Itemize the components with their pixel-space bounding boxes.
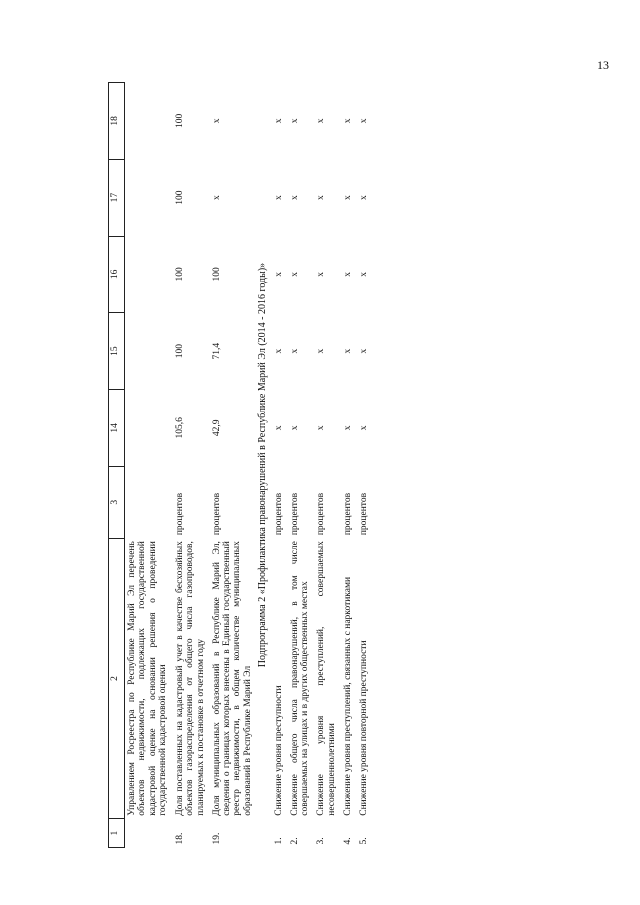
row-value-17: х	[211, 195, 222, 201]
table-row-continuation	[125, 83, 173, 848]
row-number: 4.	[342, 837, 353, 845]
row-number: 1.	[273, 837, 284, 845]
row-value-18: х	[359, 118, 370, 124]
row-value-18: х	[316, 118, 327, 124]
row-name: Управлением Росреестра по Республике Марий Эл перечень объектов недвижимости, подлежащих государственной кадастровой оценке на основании решения о проведении государственной кадастровой оценки	[127, 541, 168, 816]
header-cell: 3	[109, 466, 125, 538]
row-unit: процентов	[289, 492, 300, 536]
rotated-table-container	[108, 82, 544, 848]
row-value-14: х	[273, 425, 284, 431]
row-unit: процентов	[316, 492, 327, 536]
row-value-14: 105,6	[175, 417, 185, 439]
header-cell: 18	[109, 83, 125, 160]
header-cell: 16	[109, 236, 125, 313]
row-value-18: х	[289, 118, 300, 124]
row-name: Снижение уровня преступлений, совершаемых несовершеннолетними	[316, 541, 337, 816]
row-value-15: 71,4	[211, 342, 222, 360]
row-value	[125, 83, 173, 160]
row-value	[125, 236, 173, 313]
row-value-14: 42,9	[211, 419, 222, 437]
row-unit: процентов	[175, 492, 185, 536]
indicators-table	[108, 82, 372, 848]
row-number: 19.	[211, 832, 222, 845]
header-cell: 14	[109, 389, 125, 466]
table-row	[271, 83, 287, 848]
row-value-15: 100	[175, 344, 185, 359]
row-value-16: 100	[175, 267, 185, 282]
row-value-17: х	[273, 195, 284, 201]
table-header-row	[109, 83, 125, 848]
row-value-14: х	[289, 425, 300, 431]
row-value-17: х	[289, 195, 300, 201]
table-row	[287, 83, 314, 848]
row-value-15: х	[273, 348, 284, 354]
row-value-16: х	[359, 272, 370, 277]
row-value-15: х	[342, 348, 353, 354]
row-value-17: х	[342, 195, 353, 201]
row-unit: процентов	[342, 492, 353, 536]
header-cell: 1	[109, 819, 125, 848]
row-value-18: х	[273, 118, 284, 124]
row-value-14: х	[342, 425, 353, 431]
header-cell: 15	[109, 313, 125, 390]
page-number: 13	[597, 58, 609, 72]
row-value-16: х	[316, 272, 327, 277]
row-value-16: х	[342, 272, 353, 277]
row-value	[125, 313, 173, 390]
row-number	[125, 819, 173, 848]
table-row	[172, 83, 209, 848]
table-row	[356, 83, 372, 848]
row-value-17: х	[359, 195, 370, 201]
row-value-16: х	[289, 272, 300, 277]
row-value-16: х	[273, 272, 284, 277]
row-value-17: х	[316, 195, 327, 201]
header-cell: 17	[109, 159, 125, 236]
table-row	[209, 83, 256, 848]
row-name: Снижение общего числа правонарушений, в том числе совершаемых на улицах и в других общественных местах	[289, 541, 311, 816]
table-row	[313, 83, 340, 848]
row-value-18: х	[342, 118, 353, 124]
row-value-15: х	[289, 348, 300, 354]
row-value	[125, 389, 173, 466]
row-value-14: х	[359, 425, 370, 431]
row-number: 3.	[316, 837, 327, 845]
row-name: Доля муниципальных образований в Республике Марий Эл, сведения о границах которых внесены в Единый государственный реестр недвижимости, в общем количестве муниципальных образований в Республике Марий Эл	[211, 541, 253, 816]
row-value-15: х	[316, 348, 327, 354]
row-name: Снижение уровня преступлений, связанных с наркотиками	[342, 576, 353, 816]
row-value-17: 100	[175, 190, 185, 205]
row-number: 5.	[359, 837, 370, 845]
section-row	[256, 83, 271, 848]
table-row	[340, 83, 356, 848]
row-value-15: х	[359, 348, 370, 354]
header-cell: 2	[109, 538, 125, 819]
row-value-18: х	[211, 118, 222, 124]
row-name: Доля поставленных на кадастровый учет в качестве бесхозяйных объектов газораспределения от общего числа газопроводов, планируемых к постановке в отчетном году	[175, 541, 206, 816]
row-number: 18.	[175, 832, 185, 845]
row-value-18: 100	[175, 113, 185, 129]
row-unit: процентов	[273, 492, 284, 536]
row-value-14: х	[316, 425, 327, 431]
row-unit: процентов	[211, 492, 222, 536]
row-name: Снижение уровня повторной преступности	[359, 640, 370, 816]
row-unit	[125, 466, 173, 538]
row-name: Снижение уровня преступности	[273, 685, 284, 816]
row-value-16: 100	[211, 267, 222, 282]
row-number: 2.	[289, 837, 300, 845]
section-title: Подпрограмма 2 «Профилактика правонарушений в Республике Марий Эл (2014 - 2016 годы)»	[256, 262, 268, 668]
row-value	[125, 159, 173, 236]
row-unit: процентов	[359, 492, 370, 536]
